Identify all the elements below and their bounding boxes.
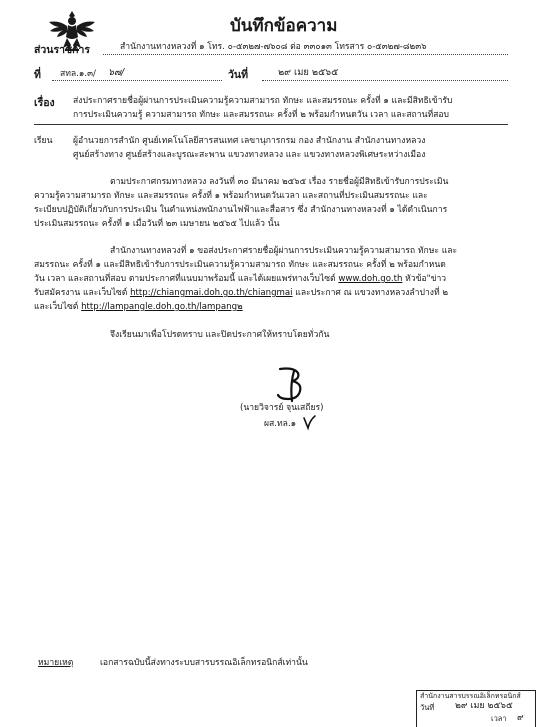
para2-line-3-text: วัน เวลา และสถานที่สอบ ตามประกาศที่แนบมาพร้อมนี้ และได้เผยแพร่ทางเว็บไซต์ [34, 274, 336, 284]
initial-mark [300, 414, 318, 432]
to-label: เรียน [34, 136, 53, 146]
para1-line-4: ประเมินสมรรถนะ ครั้งที่ ๑ เมื่อวันที่ ๒๓ เมษายน ๒๕๖๕ ไปแล้ว นั้น [34, 219, 280, 229]
subject-line-1: ส่งประกาศรายชื่อผู้ผ่านการประเมินความรู้ความสามารถ ทักษะ และสมรรถนะ ครั้งที่ ๑ และมีสิทธิเข้ารับ [73, 96, 453, 106]
subject-label: เรื่อง [34, 97, 55, 109]
date-label: วันที่ [228, 69, 248, 81]
agency-label: ส่วนราชการ [34, 44, 91, 56]
subject-line-2: การประเมินความรู้ ความสามารถ ทักษะ และสมรรถนะ ครั้งที่ ๒ พร้อมกำหนดวัน เวลา และสถานที่สอบ [73, 110, 449, 120]
para2-line-4 [34, 287, 448, 299]
date-dotted-line [262, 80, 508, 81]
para2-line-4-text: รับสมัครงาน และเว็บไซต์ [34, 288, 128, 298]
ref-prefix: สทล.๑.๓/ [60, 69, 96, 79]
lampang-website-link[interactable]: http://lampangle.doh.go.th/lampang๒ [81, 302, 243, 312]
date-value: ๒๙ เมย ๒๕๖๕ [278, 67, 339, 78]
note-text: เอกสารฉบับนี้ส่งทางระบบสารบรรณอิเล็กทรอนิกส์เท่านั้น [100, 658, 308, 668]
signatory-position: ผส.ทล.๑ [264, 419, 297, 429]
doh-website-link[interactable]: www.doh.go.th [338, 274, 403, 284]
note-label: หมายเหตุ [38, 658, 74, 668]
para2-line-3-tail: หัวข้อ"ข่าว [405, 274, 447, 284]
chiangmai-website-link[interactable]: http://chiangmai.doh.go.th/chiangmai [130, 288, 293, 298]
para1-line-2: ความรู้ความสามารถ ทักษะ และสมรรถนะ ครั้งที่ ๑ พร้อมกำหนดวันเวลา และสถานที่ประเมินสมรรถนะ และ [34, 191, 428, 201]
signatory-name: (นายวิจารย์ จุนเสถียร) [240, 403, 324, 413]
para2-line-1: สำนักงานทางหลวงที่ ๑ ขอส่งประกาศรายชื่อผู้ผ่านการประเมินความรู้ความสามารถ ทักษะ และ [110, 246, 458, 256]
para1-line-3: ระเบียบปฏิบัติเกี่ยวกับการประเมิน ในตำแหน่งพนักงานไฟฟ้าและสื่อสาร ซึ่ง สำนักงานทางหลวงที่ ๑ ได้ดำเนินการ [34, 205, 448, 215]
agency-dotted-line [103, 54, 508, 55]
to-line-2: ศูนย์สร้างทาง ศูนย์สร้างและบูรณะสะพาน แขวงทางหลวง และ แขวงทางหลวงพิเศษระหว่างเมือง [73, 150, 426, 160]
stamp-title: สำนักงานสารบรรณอิเล็กทรอนิกส์ [420, 692, 521, 700]
ref-number: ๖๗/ [108, 67, 125, 78]
para1-line-1: ตามประกาศกรมทางหลวง ลงวันที่ ๓๐ มีนาคม ๒๕๖๕ เรื่อง รายชื่อผู้มีสิทธิเข้ารับการประเมิน [110, 177, 449, 187]
stamp-time-label: เวลา [491, 714, 507, 723]
stamp-date-value: ๒๙ เมย ๒๕๖๕ [455, 701, 513, 711]
agency-value: สำนักงานทางหลวงที่ ๑ โทร. ๐-๕๓๒๗-๗๖๐๘ ต่อ ๓๓๐๑๓ โทรสาร ๐-๕๓๒๗-๘๒๓๖ [120, 42, 427, 52]
ref-label: ที่ [34, 69, 41, 81]
para2-line-5-text: และเว็บไซต์ [34, 302, 79, 312]
closing-line: จึงเรียนมาเพื่อโปรดทราบ และปิดประกาศให้ทราบโดยทั่วกัน [110, 330, 330, 340]
para2-line-4-tail: และประกาศ ณ แขวงทางหลวงลำปางที่ ๒ [295, 288, 449, 298]
para2-line-3 [34, 273, 446, 285]
para2-line-2: สมรรถนะ ครั้งที่ ๑ และมีสิทธิเข้ารับการประเมินความรู้ความสามารถ ทักษะ และสมรรถนะ ครั้งที่ ๒ พร้อมกำหนด [34, 260, 446, 270]
edoc-stamp [416, 690, 536, 727]
to-line-1: ผู้อำนวยการสำนัก ศูนย์เทคโนโลยีสารสนเทศ เลขานุการกรม กอง สำนักงาน สำนักงานทางหลวง [73, 136, 426, 146]
header-rule [34, 124, 508, 125]
stamp-date-label: วันที่ [420, 703, 435, 712]
para2-line-5 [34, 301, 243, 313]
stamp-time-value: ๙ [517, 713, 524, 723]
ref-dotted-line [52, 80, 222, 81]
handwritten-signature [272, 365, 312, 403]
memo-title: บันทึกข้อความ [230, 16, 338, 36]
